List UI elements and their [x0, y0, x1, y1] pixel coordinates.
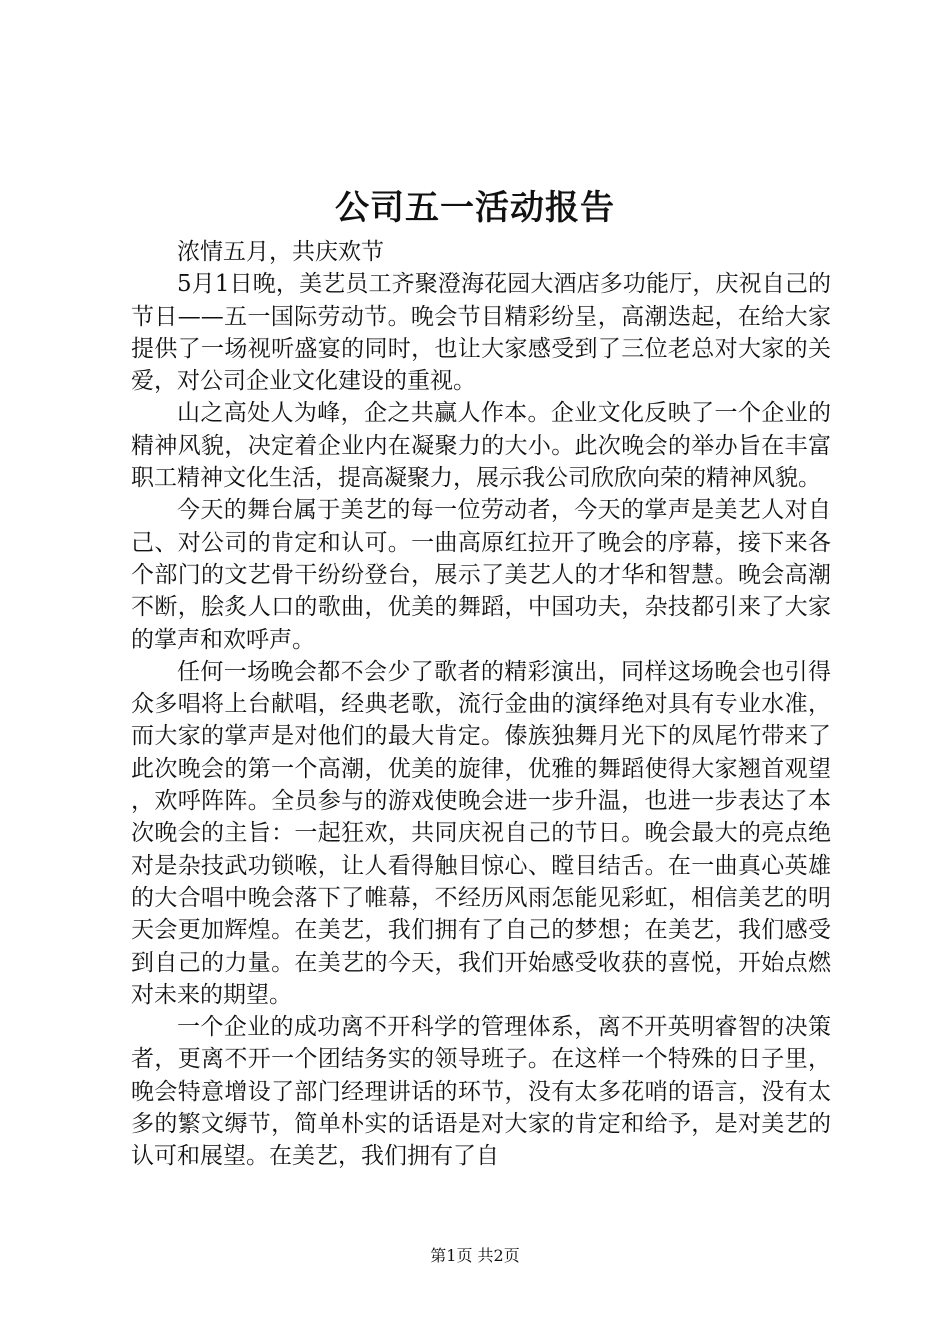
- page-number-footer: 第1页 共2页: [430, 1246, 520, 1265]
- body-paragraph: 一个企业的成功离不开科学的管理体系，离不开英明睿智的决策者，更离不开一个团结务实的领导班子。在这样一个特殊的日子里，晚会特意增设了部门经理讲话的环节，没有太多花哨的语言，没有太多的繁文缛节，简单朴实的话语是对大家的肯定和给予，是对美艺的认可和展望。在美艺，我们拥有了自: [131, 1014, 831, 1170]
- document-body: [131, 236, 831, 1173]
- body-paragraph: 5月1日晚，美艺员工齐聚澄海花园大酒店多功能厅，庆祝自己的节日——五一国际劳动节。晚会节目精彩纷呈，高潮迭起，在给大家提供了一场视听盛宴的同时，也让大家感受到了三位老总对大家的关爱，对公司企业文化建设的重视。: [131, 271, 831, 395]
- body-paragraph: 山之高处人为峰，企之共赢人作本。企业文化反映了一个企业的精神风貌，决定着企业内在凝聚力的大小。此次晚会的举办旨在丰富职工精神文化生活，提高凝聚力，展示我公司欣欣向荣的精神风貌。: [131, 400, 831, 492]
- body-paragraph: 任何一场晚会都不会少了歌者的精彩演出，同样这场晚会也引得众多唱将上台献唱，经典老歌，流行金曲的演绎绝对具有专业水准，而大家的掌声是对他们的最大肯定。傣族独舞月光下的凤尾竹带来了此次晚会的第一个高潮，优美的旋律，优雅的舞蹈使得大家翘首观望，欢呼阵阵。全员参与的游戏使晚会进一步升温，也进一步表达了本次晚会的主旨：一起狂欢，共同庆祝自己的节日。晚会最大的亮点绝对是杂技武功锁喉，让人看得触目惊心、瞠目结舌。在一曲真心英雄的大合唱中晚会落下了帷幕，不经历风雨怎能见彩虹，相信美艺的明天会更加辉煌。在美艺，我们拥有了自己的梦想；在美艺，我们感受到自己的力量。在美艺的今天，我们开始感受收获的喜悦，开始点燃对未来的期望。: [131, 658, 831, 1008]
- body-paragraph: 今天的舞台属于美艺的每一位劳动者，今天的掌声是美艺人对自己、对公司的肯定和认可。一曲高原红拉开了晚会的序幕，接下来各个部门的文艺骨干纷纷登台，展示了美艺人的才华和智慧。晚会高潮不断，脍炙人口的歌曲，优美的舞蹈，中国功夫，杂技都引来了大家的掌声和欢呼声。: [131, 497, 831, 653]
- document-title: 公司五一活动报告: [335, 188, 615, 228]
- subtitle-paragraph: 浓情五月，共庆欢节: [177, 239, 384, 265]
